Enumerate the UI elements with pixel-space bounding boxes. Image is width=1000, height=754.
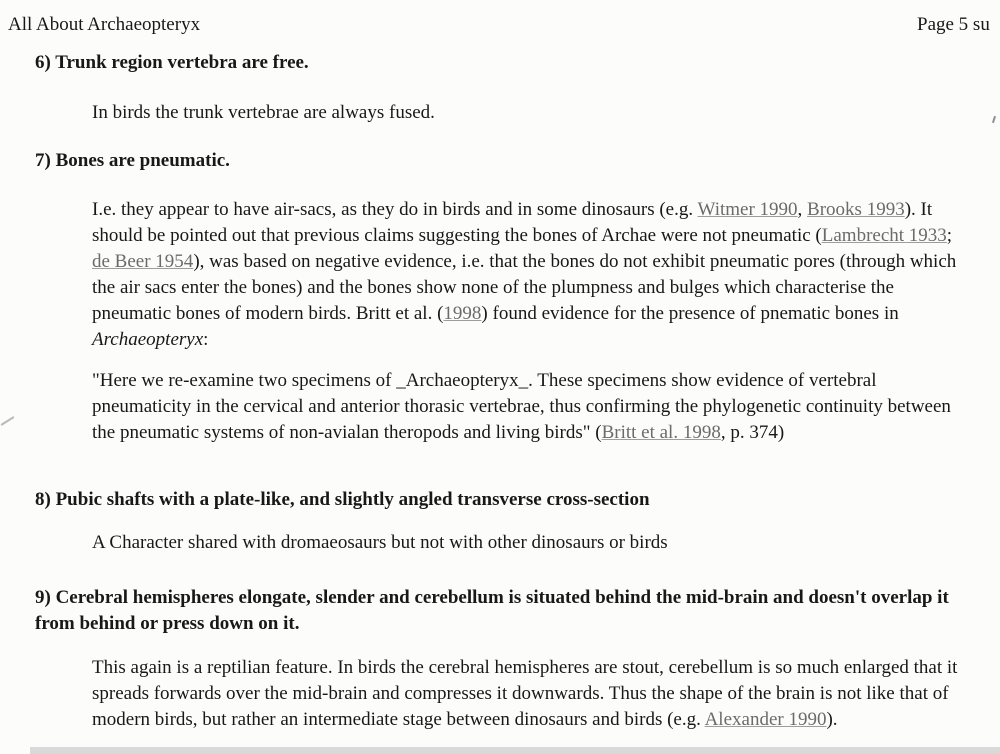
paragraph [92,100,967,126]
paragraph-text: I.e. they appear to have air-sacs, as they do in birds and in some dinosaurs (e.g. [92,199,698,220]
section-heading: 9) Cerebral hemispheres elongate, slender and cerebellum is situated behind the mid-brain and doesn't overlap it from behind or press down on it. [35,587,949,634]
section [0,487,1000,556]
paragraph-text: "Here we re-examine two specimens of _Archaeopteryx_. These specimens show evidence of vertebral pneumaticity in the cervical and anterior thorasic vertebrae, thus confirming the phylogenetic continuity between the pneumatic systems of non-avialan theropods and living birds" ( [92,370,951,443]
paragraph [92,197,967,353]
reference-link[interactable]: Alexander 1990 [704,709,827,730]
paragraph-text: , p. 374) [720,422,785,443]
paragraph-text: ). It should be pointed out that previous claims suggesting the bones of Archae were not pneumatic ( [92,199,933,246]
paragraph-text: ), was based on negative evidence, i.e. that the bones do not exhibit pneumatic pores (through which the air sacs enter the bones) and the bones show none of the plumpness and bulges which characterise the pneumatic bones of modern birds. Britt et al. ( [92,251,957,324]
section-heading: 7) Bones are pneumatic. [35,150,230,171]
bottom-scan-bar [30,747,1000,754]
paragraph-text: In birds the trunk vertebrae are always fused. [92,102,435,123]
paragraph [92,368,967,446]
paragraph-text: This again is a reptilian feature. In birds the cerebral hemispheres are stout, cerebellum is so much enlarged that it spreads forwards over the mid-brain and compresses it downwards. Thus the shape of the brain is not like that of modern birds, but rather an intermediate stage between dinosaurs and birds (e.g. [92,657,958,730]
reference-link[interactable]: de Beer 1954 [92,251,194,272]
section [0,50,1000,126]
reference-link[interactable]: Britt et al. 1998 [601,422,721,443]
italic-text: Archaeopteryx [92,329,204,350]
page-header [0,0,1000,38]
paragraph-text: , [797,199,808,220]
document-body [0,50,1000,733]
reference-link[interactable]: 1998 [443,303,482,324]
section-heading: 8) Pubic shafts with a plate-like, and slightly angled transverse cross-section [35,489,650,510]
paragraph-text: ). [826,709,838,730]
paragraph [92,655,967,733]
reference-link[interactable]: Lambrecht 1933 [821,225,947,246]
reference-link[interactable]: Witmer 1990 [697,199,798,220]
header-title: All About Archaeopteryx [8,14,201,35]
paragraph-text: A Character shared with dromaeosaurs but not with other dinosaurs or birds [92,532,668,553]
section [0,585,1000,733]
paragraph-text: ) found evidence for the presence of pnematic bones in [481,303,899,324]
section [0,148,1000,446]
paragraph [92,530,967,556]
paragraph-text: ; [946,225,953,246]
reference-link[interactable]: Brooks 1993 [807,199,905,220]
section-heading: 6) Trunk region vertebra are free. [35,52,309,73]
header-page-number: Page 5 su [917,14,990,35]
paragraph-text: : [203,329,209,350]
